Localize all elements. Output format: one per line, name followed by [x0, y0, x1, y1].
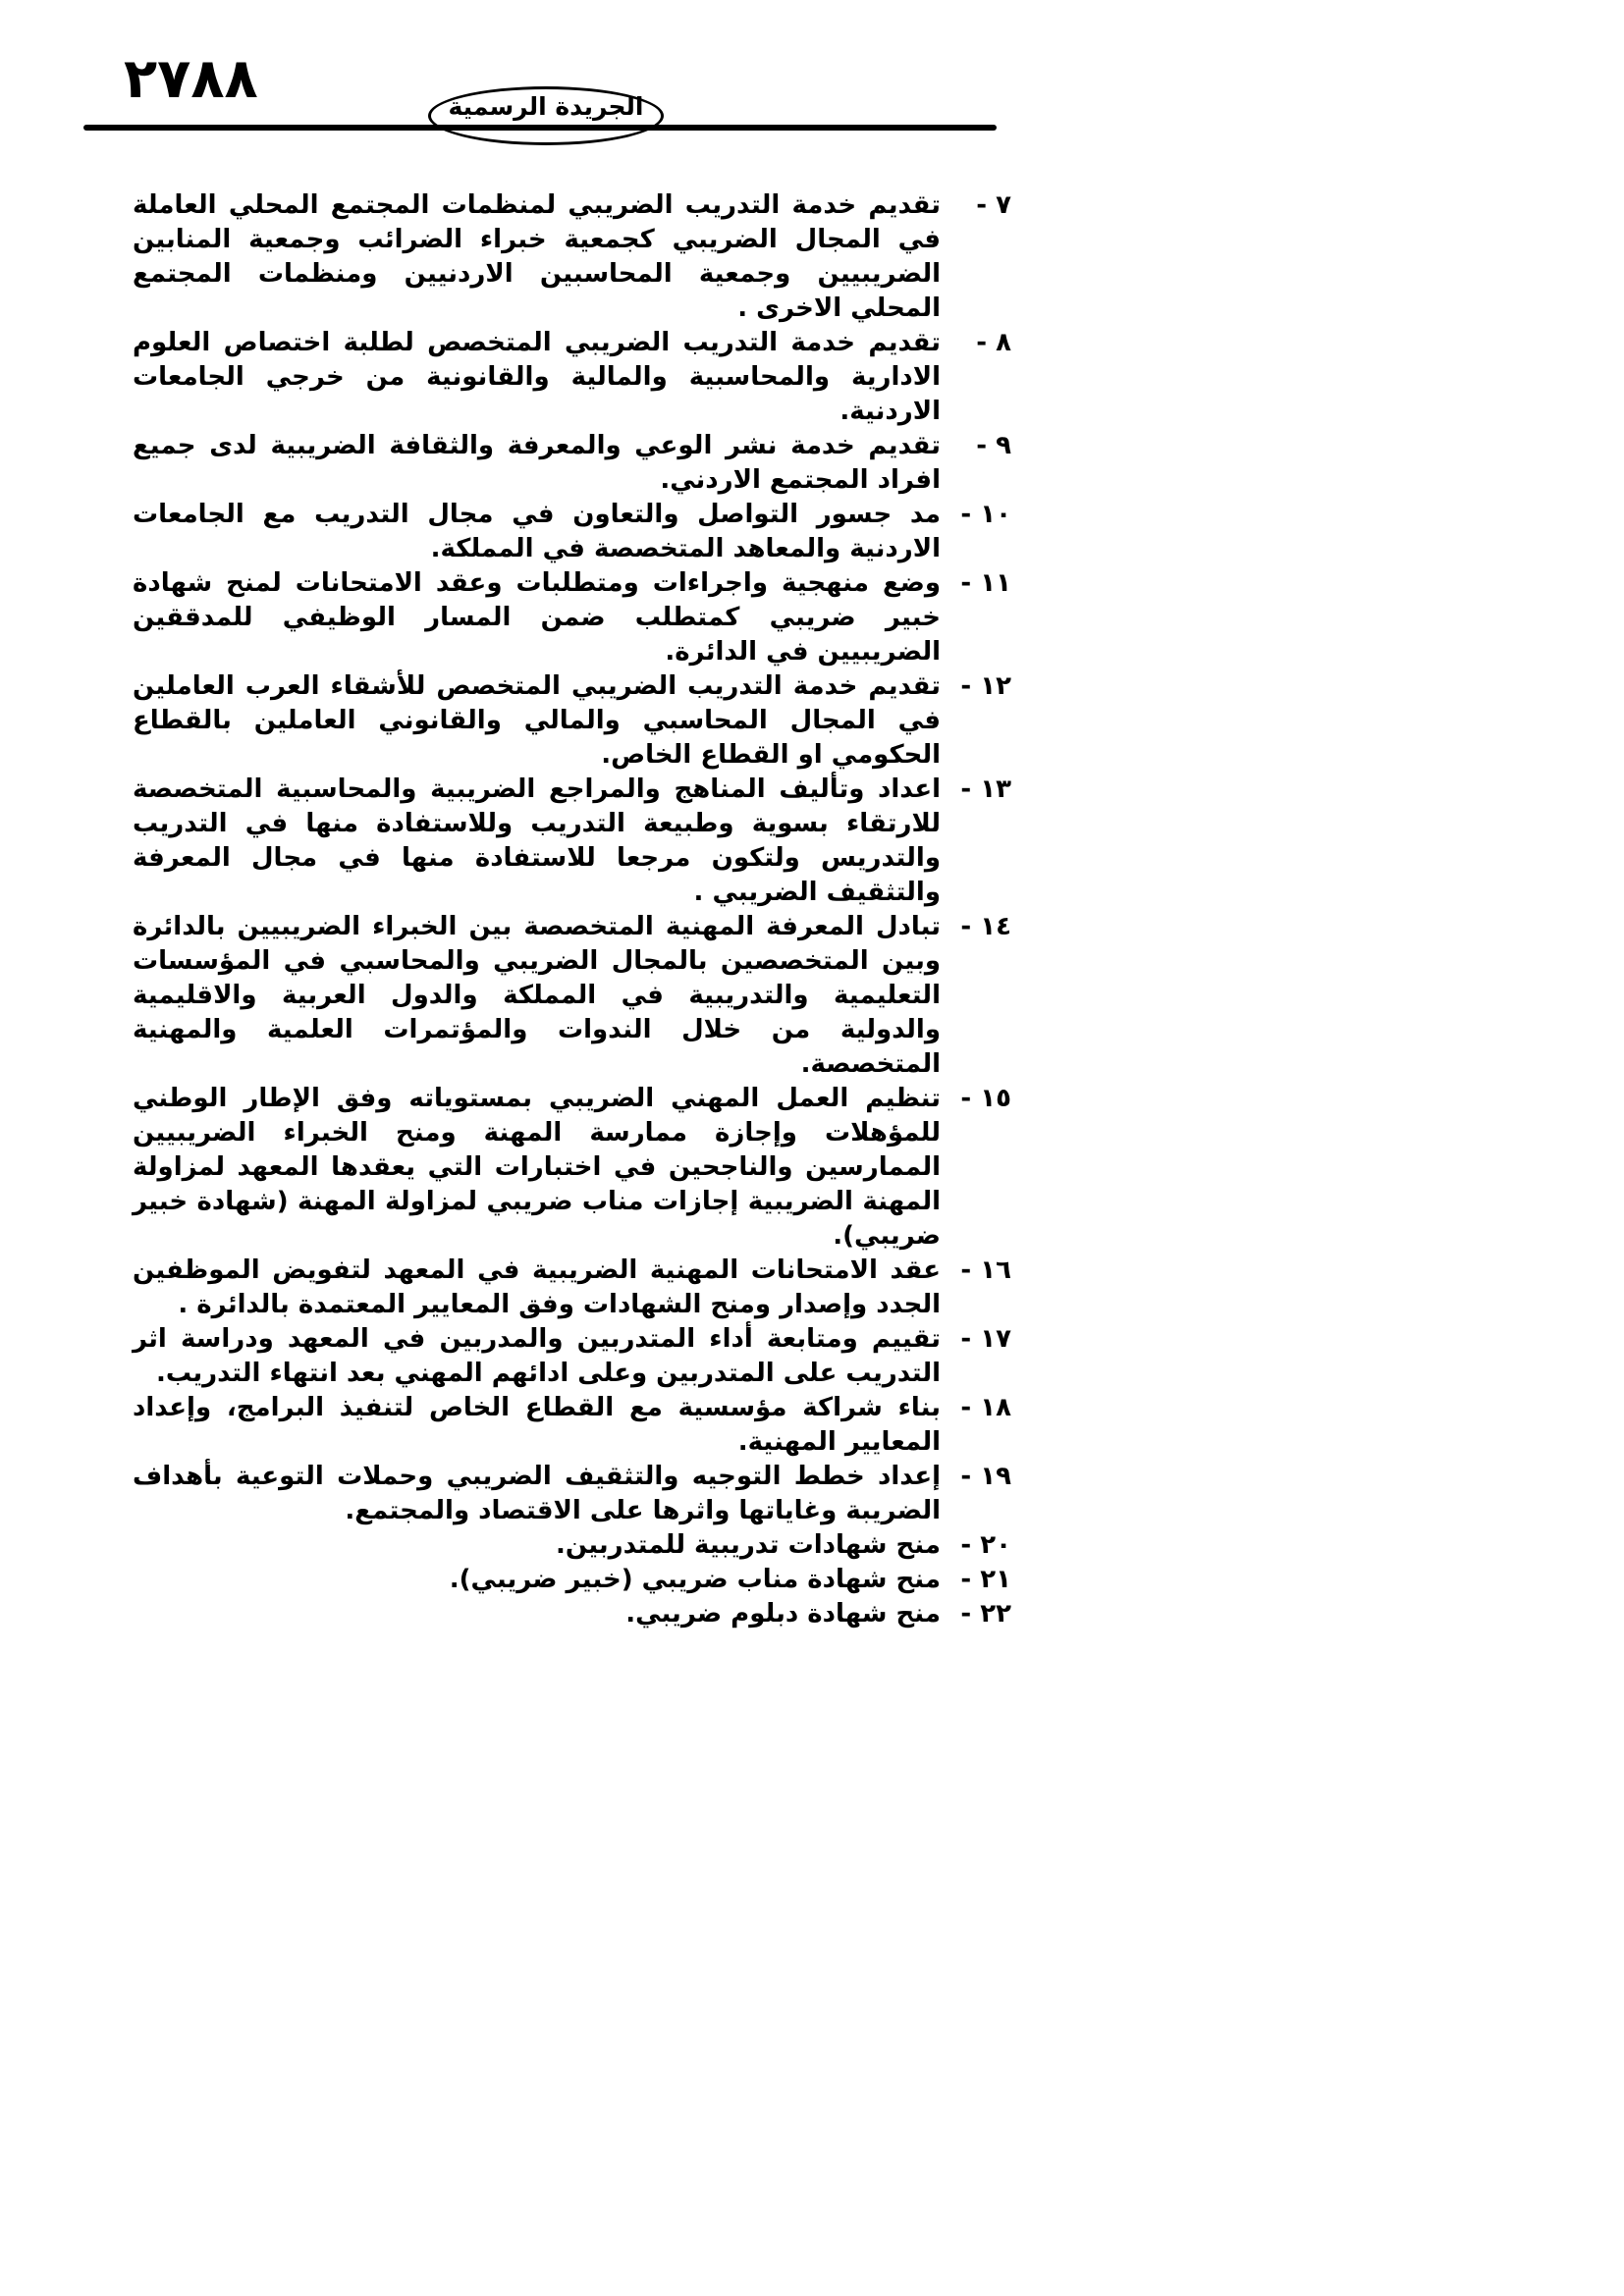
clause-number: ٧ - — [976, 190, 1011, 220]
clause-number: ١٥ - — [960, 1084, 1011, 1113]
page-number: ٢٧٨٨ — [124, 47, 258, 111]
clause-row — [133, 1254, 1011, 1322]
gazette-badge-label: الجريدة الرسمية — [448, 92, 644, 121]
clause-number: ٨ - — [976, 328, 1011, 357]
clause-text: تقديم خدمة نشر الوعي والمعرفة والثقافة الضريبية لدى جميع افراد المجتمع الاردني. — [133, 431, 941, 495]
clause-text: منح شهادات تدريبية للمتدربين. — [555, 1530, 941, 1560]
clause-number: ٢١ - — [960, 1565, 1011, 1594]
clause-row — [133, 910, 1011, 1082]
clause-text: إعداد خطط التوجيه والتثقيف الضريبي وحملات التوعية بأهداف الضريبة وغاياتها واثرها على الاقتصاد والمجتمع. — [133, 1462, 941, 1525]
clause-row — [133, 429, 1011, 498]
clause-row — [133, 188, 1011, 326]
clause-text: منح شهادة دبلوم ضريبي. — [625, 1599, 941, 1629]
clause-number: ٩ - — [976, 431, 1011, 460]
clause-row — [133, 1391, 1011, 1460]
clause-number: ١٨ - — [960, 1393, 1011, 1422]
clause-row — [133, 1322, 1011, 1391]
clause-row — [133, 1563, 1011, 1597]
clause-text: منح شهادة مناب ضريبي (خبير ضريبي). — [449, 1565, 941, 1594]
clause-text: تقديم خدمة التدريب الضريبي المتخصص لطلبة اختصاص العلوم الادارية والمحاسبية والمالية والقانونية من خرجي الجامعات الاردنية. — [133, 328, 941, 426]
clause-number: ١٤ - — [960, 912, 1011, 941]
clause-number: ١٩ - — [960, 1462, 1011, 1491]
clause-row — [133, 498, 1011, 566]
clause-row — [133, 566, 1011, 669]
clause-row — [133, 1082, 1011, 1254]
clause-text: تبادل المعرفة المهنية المتخصصة بين الخبراء الضريبيين بالدائرة وبين المتخصصين بالمجال الضريبي والمحاسبي في المؤسسات التعليمية والتدريبية في المملكة والدول العربية والاقليمية والدولية من خلال الندوات والمؤتمرات العلمية والمهنية المتخصصة. — [133, 912, 941, 1079]
clause-row — [133, 326, 1011, 429]
clause-row — [133, 669, 1011, 773]
clause-number: ١٦ - — [960, 1255, 1011, 1285]
clause-text: مد جسور التواصل والتعاون في مجال التدريب مع الجامعات الاردنية والمعاهد المتخصصة في المملكة. — [133, 500, 941, 563]
clause-text: عقد الامتحانات المهنية الضريبية في المعهد لتفويض الموظفين الجدد وإصدار ومنح الشهادات وفق المعايير المعتمدة بالدائرة . — [133, 1255, 941, 1319]
clause-text: وضع منهجية واجراءات ومتطلبات وعقد الامتحانات لمنح شهادة خبير ضريبي كمتطلب ضمن المسار الوظيفي للمدققين الضريبيين في الدائرة. — [133, 568, 941, 667]
clause-number: ٢٢ - — [960, 1599, 1011, 1629]
clause-text: تقديم خدمة التدريب الضريبي لمنظمات المجتمع المحلي العاملة في المجال الضريبي كجمعية خبراء الضرائب وجمعية المنابين الضريبيين وجمعية المحاسبين الاردنيين ومنظمات المجتمع المحلي الاخرى . — [133, 190, 941, 323]
clause-number: ١٠ - — [960, 500, 1011, 529]
clause-number: ١١ - — [960, 568, 1011, 598]
clause-number: ٢٠ - — [960, 1530, 1011, 1560]
clause-row — [133, 1528, 1011, 1563]
clause-text: تنظيم العمل المهني الضريبي بمستوياته وفق الإطار الوطني للمؤهلات وإجازة ممارسة المهنة ومنح الخبراء الضريبيين الممارسين والناجحين في اختبارات التي يعقدها المعهد لمزاولة المهنة الضريبية إجازات مناب ضريبي لمزاولة المهنة (شهادة خبير ضريبي). — [133, 1084, 941, 1251]
clause-text: تقديم خدمة التدريب الضريبي المتخصص للأشقاء العرب العاملين في المجال المحاسبي والمالي والقانوني العاملين بالقطاع الحكومي او القطاع الخاص. — [133, 671, 941, 770]
clauses-list — [133, 188, 1011, 1631]
clause-row — [133, 1460, 1011, 1528]
clause-row — [133, 1597, 1011, 1631]
clause-text: تقييم ومتابعة أداء المتدربين والمدربين في المعهد ودراسة اثر التدريب على المتدربين وعلى ادائهم المهني بعد انتهاء التدريب. — [133, 1324, 941, 1388]
clause-number: ١٧ - — [960, 1324, 1011, 1354]
clause-number: ١٢ - — [960, 671, 1011, 701]
clause-number: ١٣ - — [960, 774, 1011, 804]
clause-text: بناء شراكة مؤسسية مع القطاع الخاص لتنفيذ البرامج، وإعداد المعايير المهنية. — [133, 1393, 941, 1457]
clause-text: اعداد وتأليف المناهج والمراجع الضريبية والمحاسبية المتخصصة للارتقاء بسوية وطبيعة التدريب وللاستفادة منها في التدريب والتدريس ولتكون مرجعا للاستفادة منها في مجال المعرفة والتثقيف الضريبي . — [133, 774, 941, 907]
clause-row — [133, 773, 1011, 910]
